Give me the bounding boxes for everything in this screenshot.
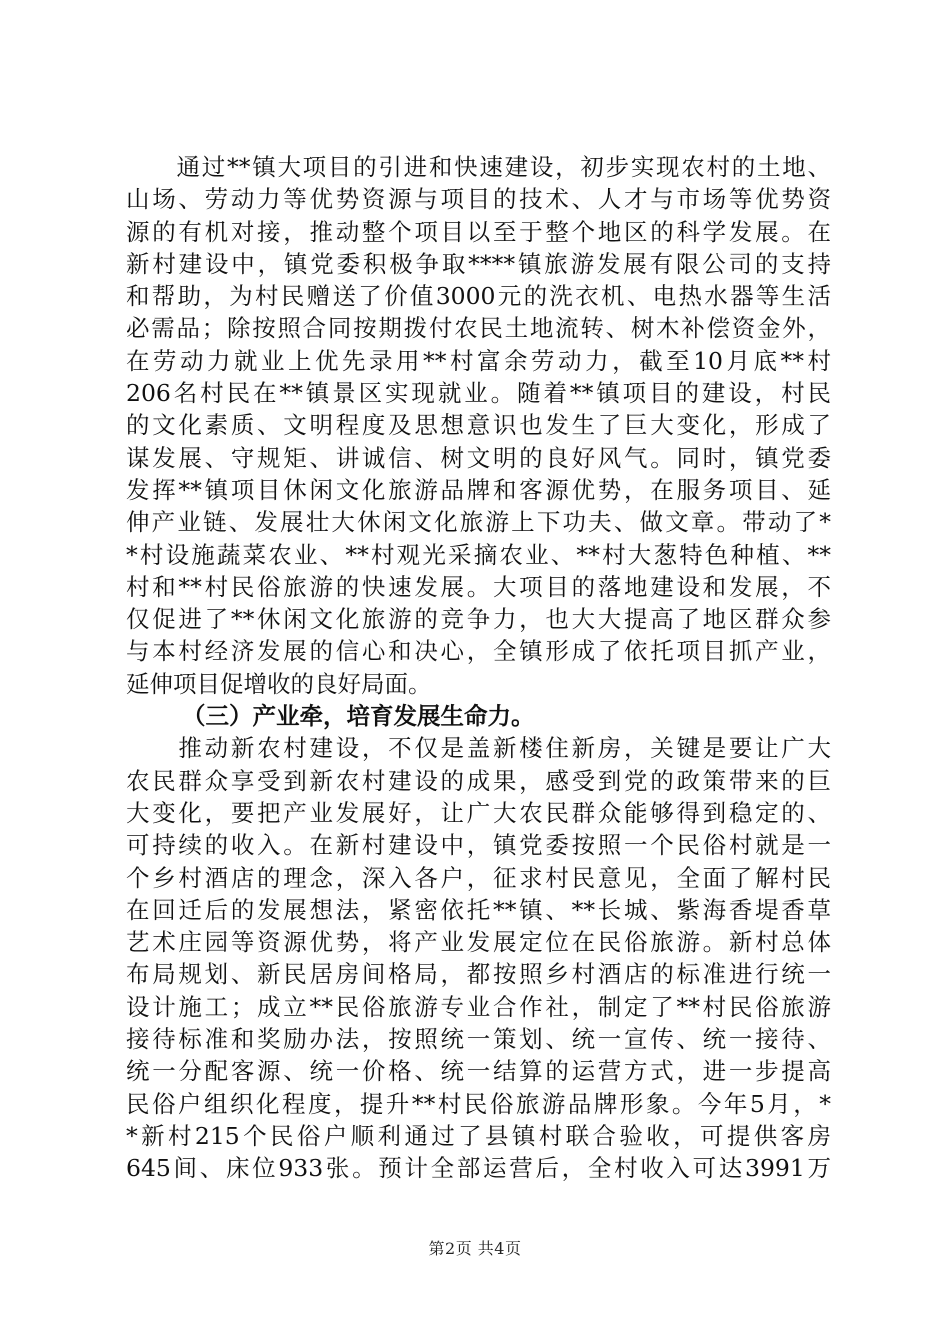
- paragraph-line: 统一分配客源、统一价格、统一结算的运营方式，进一步提高: [126, 1057, 831, 1086]
- paragraph-line: 可持续的收入。在新村建设中，镇党委按照一个民俗村就是一: [126, 831, 831, 860]
- paragraph-line: 仅促进了**休闲文化旅游的竞争力，也大大提高了地区群众参: [126, 605, 831, 634]
- paragraph-line: 设计施工；成立**民俗旅游专业合作社，制定了**村民俗旅游: [126, 992, 831, 1021]
- paragraph-line: 谋发展、守规矩、讲诚信、树文明的良好风气。同时，镇党委: [126, 443, 831, 472]
- paragraph-line: 伸产业链、发展壮大休闲文化旅游上下功夫、做文章。带动了*: [126, 508, 831, 537]
- paragraph-line: 206名村民在**镇景区实现就业。随着**镇项目的建设，村民: [126, 379, 831, 408]
- paragraph-line: 布局规划、新民居房间格局，都按照乡村酒店的标准进行统一: [126, 960, 831, 989]
- paragraph-line: 必需品；除按照合同按期拨付农民土地流转、树木补偿资金外，: [126, 314, 831, 343]
- paragraph-line: 延伸项目促增收的良好局面。: [126, 669, 432, 698]
- body-text: [126, 151, 831, 1185]
- paragraph-line: 山场、劳动力等优势资源与项目的技术、人才与市场等优势资: [126, 185, 831, 214]
- paragraph-line: 接待标准和奖励办法，按照统一策划、统一宣传、统一接待、: [126, 1025, 831, 1054]
- paragraph-line: 645间、床位933张。预计全部运营后，全村收入可达3991万: [126, 1154, 831, 1183]
- paragraph-line: 源的有机对接，推动整个项目以至于整个地区的科学发展。在: [126, 217, 831, 246]
- paragraph-line: 的文化素质、文明程度及思想意识也发生了巨大变化，形成了: [126, 411, 831, 440]
- paragraph-line: 在回迁后的发展想法，紧密依托**镇、**长城、紫海香堤香草: [126, 895, 831, 924]
- paragraph-line: *新村215个民俗户顺利通过了县镇村联合验收，可提供客房: [126, 1121, 831, 1150]
- page-number-footer: 第2页 共4页: [428, 1239, 522, 1258]
- paragraph-line: 发挥**镇项目休闲文化旅游品牌和客源优势，在服务项目、延: [126, 475, 831, 504]
- paragraph-line: 新村建设中，镇党委积极争取****镇旅游发展有限公司的支持: [126, 249, 831, 278]
- paragraph-line: 村和**村民俗旅游的快速发展。大项目的落地建设和发展，不: [126, 572, 831, 601]
- paragraph-line: 和帮助，为村民赠送了价值3000元的洗衣机、电热水器等生活: [126, 282, 831, 311]
- paragraph-line: 大变化，要把产业发展好，让广大农民群众能够得到稳定的、: [126, 798, 831, 827]
- paragraph-line: 与本村经济发展的信心和决心，全镇形成了依托项目抓产业，: [126, 637, 831, 666]
- paragraph-line: 在劳动力就业上优先录用**村富余劳动力，截至10月底**村: [126, 346, 831, 375]
- paragraph-line: 农民群众享受到新农村建设的成果，感受到党的政策带来的巨: [126, 766, 831, 795]
- paragraph-line: 民俗户组织化程度，提升**村民俗旅游品牌形象。今年5月，*: [126, 1089, 831, 1118]
- paragraph-line: 个乡村酒店的理念，深入各户，征求村民意见，全面了解村民: [126, 863, 831, 892]
- paragraph-line: 通过**镇大项目的引进和快速建设，初步实现农村的土地、: [126, 153, 831, 181]
- paragraph-line: 推动新农村建设，不仅是盖新楼住新房，关键是要让广大: [126, 734, 831, 763]
- paragraph-line: *村设施蔬菜农业、**村观光采摘农业、**村大葱特色种植、**: [126, 540, 831, 569]
- section-heading: （三）产业牵，培育发展生命力。: [182, 702, 535, 731]
- paragraph-line: 艺术庄园等资源优势，将产业发展定位在民俗旅游。新村总体: [126, 928, 831, 957]
